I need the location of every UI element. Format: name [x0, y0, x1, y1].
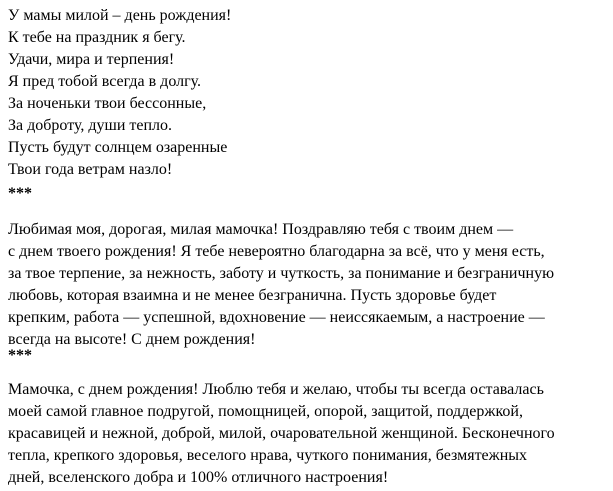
section-separator: *** [8, 185, 32, 202]
paragraph-line: Мамочка, с днем рождения! Люблю тебя и желаю, чтобы ты всегда оставалась [8, 381, 544, 398]
poem-line: Я пред тобой всегда в долгу. [8, 73, 202, 90]
paragraph-line: тепла, крепкого здоровья, веселого нрава, чуткого понимания, безмятежных [8, 447, 528, 464]
poem-line: У мамы милой – день рождения! [8, 7, 232, 24]
section-separator: *** [8, 347, 32, 364]
paragraph-line: красавицей и нежной, доброй, милой, очаровательной женщиной. Бесконечного [8, 425, 555, 442]
paragraph-line: дней, вселенского добра и 100% отличного настроения! [8, 469, 389, 486]
paragraph-line: всегда на высоте! С днем рождения! [8, 331, 256, 348]
poem-line: За доброту, души тепло. [8, 117, 173, 134]
paragraph-line: за твое терпение, за нежность, заботу и чуткость, за понимание и безграничную [8, 265, 555, 282]
paragraph-line: крепким, работа — успешной, вдохновение — неиссякаемым, а настроение — [8, 309, 545, 326]
poem-line: Удачи, мира и терпения! [8, 51, 175, 68]
paragraph-line: моей самой главное подругой, помощницей, опорой, защитой, поддержкой, [8, 403, 523, 420]
paragraph-line: любовь, которая взаимна и не менее безгранична. Пусть здоровье будет [8, 287, 497, 304]
paragraph-line: с днем твоего рождения! Я тебе невероятно благодарна за всё, что у меня есть, [8, 243, 545, 260]
poem-line: К тебе на праздник я бегу. [8, 29, 186, 46]
paragraph-line: Любимая моя, дорогая, милая мамочка! Поздравляю тебя с твоим днем — [8, 221, 514, 238]
poem-line: За ноченьки твои бессонные, [8, 95, 207, 112]
poem-line: Пусть будут солнцем озаренные [8, 139, 228, 156]
poem-line: Твои года ветрам назло! [8, 161, 173, 178]
